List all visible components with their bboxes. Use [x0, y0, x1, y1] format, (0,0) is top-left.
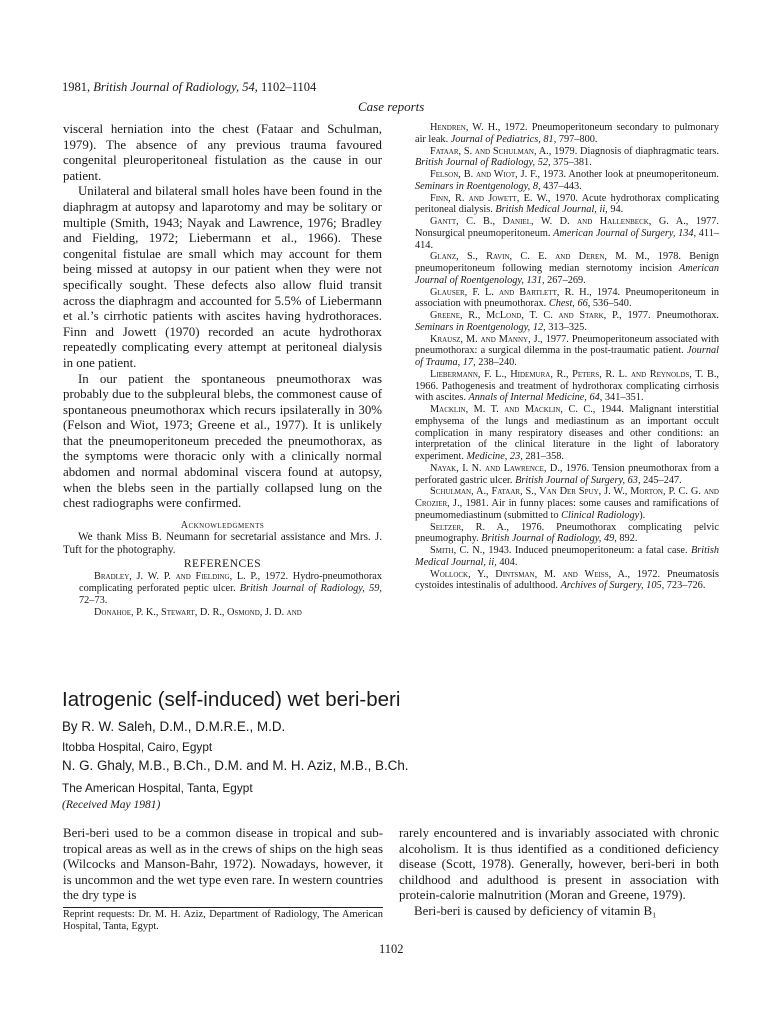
ref-pages: 404.: [496, 556, 518, 568]
ref-authors: Gantt, C. B., Daniel, W. D. and Hallenbeck, G. A.,: [430, 216, 689, 227]
ref-authors: Glanz, S., Ravin, C. E. and Deren, M. M.,: [430, 251, 650, 263]
reference-entry: [399, 251, 719, 286]
reference-entry: [399, 122, 719, 146]
ref-journal: Journal of Pediatrics, 81,: [450, 133, 557, 145]
ref-title: 1979. Diagnosis of diaphragmatic tears.: [551, 145, 720, 157]
reference-entry: [399, 193, 719, 217]
reference-entry: [399, 334, 719, 369]
paragraph: visceral herniation into the chest (Fataar and Schulman, 1979). The absence of any previous trauma favoured congenital pleuroperitoneal fistulation as the cause in our patient.: [63, 122, 382, 183]
ref-title: 1976. Pneumothorax complicating pelvic pneumography.: [415, 521, 719, 545]
ref-journal: Seminars in Roentgenology, 12,: [415, 321, 546, 333]
ref-title: 1966. Pathogenesis and treatment of hydrothorax complicating cirrhosis with ascites.: [415, 380, 719, 404]
reference-entry: [399, 216, 719, 251]
ref-journal: Clinical Radiology: [561, 509, 640, 521]
ref-authors: Hendren, W. H.,: [430, 122, 501, 133]
reference-entry: [63, 571, 382, 606]
ref-title: 1972. Pneumatosis cystoides intestinalis of adulthood.: [415, 568, 719, 592]
ref-journal: British Journal of Surgery, 63,: [515, 474, 641, 486]
ref-authors: Schulman, A., Fataar, S., Van Der Spuy, J. W., Morton, P. C. G. and Crozier, J.,: [415, 486, 719, 509]
ref-title: 1973. Another look at pneumoperitoneum.: [540, 169, 719, 180]
footnote-divider: [63, 907, 383, 908]
ref-title: 1974. Pneumoperitoneum in association with pneumothorax.: [415, 286, 719, 310]
paragraph: Beri-beri used to be a common disease in tropical and sub-tropical areas as well as in the crews of ships on the high seas (Wilcocks and Manson-Bahr, 1972). Nowadays, however, it is uncommon and the wet type even rare. In western countries the dry type is: [63, 826, 383, 903]
reference-entry: [399, 169, 719, 193]
footnote: Reprint requests: Dr. M. H. Aziz, Department of Radiology, The American Hospital, Tanta, Egypt.: [63, 909, 383, 932]
acknowledgments-heading: Acknowledgments: [180, 519, 265, 531]
author-line: N. G. Ghaly, M.B., B.Ch., D.M. and M. H. Aziz, M.B., B.Ch.: [62, 758, 409, 773]
ref-title: 1978. Benign pneumoperitoneum following median sternotomy incision: [415, 251, 719, 274]
ref-title: 1972. Pneumoperitoneum secondary to pulmonary air leak.: [415, 122, 720, 145]
ref-title: 1981. Air in funny places: some causes and ramifications of pneumomediastinum (submitted to: [415, 498, 719, 521]
ref-journal: British Medical Journal, ii,: [495, 204, 608, 216]
ref-authors: Liebermann, F. L., Hidemura, R., Peters, R. L. and Reynolds, T. B.,: [430, 368, 719, 380]
paragraph: In our patient the spontaneous pneumothorax was probably due to the subpleural blebs, the commonest cause of spontaneous pneumothorax which recurs ipsilaterally in 30% (Felson and Wiot, 1973; Greene et al., 1977). It is unlikely that the pneumoperitoneum preceded the pneumothorax, as the symptoms were thoracic only with a clinically normal abdomen and normal abdominal viscera found at autopsy, when the blebs seen in the partially collapsed lung on the chest radiographs were confirmed.: [63, 371, 382, 511]
author-line: By R. W. Saleh, D.M., D.M.R.E., M.D.: [62, 719, 286, 734]
ref-pages: 267–269.: [544, 274, 586, 286]
ref-journal: Chest, 66,: [548, 298, 591, 310]
ref-pages: 892.: [616, 533, 638, 545]
ref-title: 1944. Malignant interstitial emphysema of the lungs and mediastinum as an important occult complication in many respiratory diseases and other conditions: an interpretation of the clinical literature in the light of laboratory experiment.: [415, 404, 719, 462]
paragraph: rarely encountered and is invariably associated with chronic alcoholism. It is thus identified as a conditioned deficiency disease (Scott, 1978). Generally, however, beri-beri in both childhood and adulthood is present in association with protein-calorie malnutrition (Moran and Greene, 1979).: [399, 826, 719, 903]
ref-pages: 72–73.: [79, 594, 108, 606]
paragraph: Unilateral and bilateral small holes have been found in the diaphragm at autopsy and laparotomy and may be solitary or multiple (Smith, 1943; Nayak and Lawrence, 1976; Bradley and Fielding, 1972; Liebermann et al., 1966). These congenital fistulae are small which may account for them being missed at autopsy in our patient when they were not specifically sought. These defects also allow fluid transit across the diaphragm and accounted for 5.5% of Liebermann et al.’s cirrhotic patients with ascites having hydrothoraces. Finn and Jowett (1970) recorded an acute hydrothorax repeatedly complicating every attempt at peritoneal dialysis in one patient.: [63, 184, 382, 370]
article-body-right: [399, 826, 719, 920]
paragraph: Beri-beri is caused by deficiency of vitamin B₁: [414, 903, 657, 918]
ref-title: 1977. Pneumoperitoneum associated with pneumothorax: a surgical dilemma in the post-traumatic patient.: [415, 333, 719, 357]
ref-pages: 536–540.: [590, 298, 632, 310]
ref-authors: Bradley, J. W. P. and Fielding, L. P.,: [94, 571, 261, 583]
page-number: 1102: [379, 942, 404, 956]
ref-title: 1943. Induced pneumoperitoneum: a fatal case.: [484, 545, 691, 556]
reference-entry: [399, 369, 719, 404]
ref-authors: Glauser, F. L. and Bartlett, R. H.,: [430, 286, 592, 298]
affiliation: Itobba Hospital, Cairo, Egypt: [62, 740, 213, 754]
ref-pages: 281–358.: [522, 451, 564, 462]
ref-pages: 375–381.: [550, 157, 592, 169]
reference-entry: [399, 310, 719, 334]
article-title: Iatrogenic (self-induced) wet beri-beri: [62, 688, 401, 711]
ref-pages: 313–325.: [545, 321, 587, 333]
ref-pages: 437–443.: [540, 180, 582, 192]
ref-pages: 245–247.: [640, 474, 682, 486]
ref-title: 1970. Acute hydrothorax complicating peritoneal dialysis.: [415, 192, 719, 216]
received-date: (Received May 1981): [62, 799, 161, 811]
reference-list: [399, 122, 719, 592]
ref-authors: Greene, R., McLond, T. C. and Stark, P.,: [430, 310, 622, 321]
ref-journal: British Journal of Radiology, 52,: [415, 157, 551, 169]
ref-authors: Fataar, S. and Schulman, A.,: [430, 145, 552, 157]
reference-entry: [399, 287, 719, 311]
ref-authors: Krausz, M. and Manny, J.,: [430, 333, 543, 345]
ref-journal: British Journal of Radiology, 49,: [481, 533, 617, 545]
reference-entry: [399, 404, 719, 463]
ref-title: 1977. Pneumothorax.: [621, 310, 719, 321]
ref-pages: 797–800.: [556, 133, 598, 145]
ref-title: 1977. Nonsurgical pneumoperitoneum.: [415, 216, 719, 239]
reference-entry: Donahoe, P. K., Stewart, D. R., Osmond, J. D. and: [94, 606, 302, 618]
ref-title: 1972. Hydro-pneumothorax complicating perforated peptic ulcer.: [79, 571, 382, 595]
ref-pages: 411–414.: [415, 227, 719, 251]
ref-authors: Finn, R. and Jowett, E. W.,: [430, 192, 551, 204]
ref-journal: Seminars in Roentgenology, 8,: [415, 180, 541, 192]
ref-journal: Medicine, 23,: [466, 451, 523, 462]
reference-entry: [399, 486, 719, 521]
ref-pages: 94.: [607, 204, 624, 216]
reference-entry: [399, 569, 719, 593]
ref-authors: Seltzer, R. A.,: [430, 521, 510, 533]
journal-citation-header: [62, 80, 316, 95]
journal-name: British Journal of Radiology: [93, 80, 236, 94]
left-column: [63, 122, 382, 618]
reference-entry: [399, 522, 719, 546]
ref-journal: Archives of Surgery, 105,: [560, 580, 665, 592]
ref-journal: American Journal of Surgery, 134,: [553, 227, 697, 239]
ref-pages: ).: [639, 509, 646, 521]
ref-authors: Nayak, I. N. and Lawrence, D.,: [430, 462, 563, 474]
cite-volume: , 54,: [235, 80, 258, 94]
ref-journal: Journal of Trauma, 17,: [415, 345, 719, 368]
section-label: Case reports: [358, 99, 425, 114]
reference-entry: [399, 463, 719, 487]
references-heading: REFERENCES: [183, 558, 262, 571]
reference-entry: [399, 545, 719, 569]
ref-journal: Annals of Internal Medicine, 64,: [468, 392, 603, 404]
article-body-left: [63, 826, 383, 904]
ref-pages: 723–726.: [664, 580, 706, 592]
ref-authors: Macklin, M. T. and Macklin, C. C.,: [430, 404, 596, 415]
cite-pages: 1102–1104: [257, 80, 317, 94]
ref-journal: American Journal of Roentgenology, 131,: [415, 263, 719, 286]
acknowledgments-text: We thank Miss B. Neumann for secretarial assistance and Mrs. J. Tuft for the photography.: [63, 530, 382, 556]
ref-authors: Smith, C. N.,: [430, 545, 485, 556]
reference-entry: [399, 146, 719, 170]
ref-journal: British Medical Journal, ii,: [415, 545, 719, 568]
ref-pages: 341–351.: [602, 392, 644, 404]
ref-title: 1976. Tension pneumothorax from a perforated gastric ulcer.: [415, 462, 720, 486]
ref-journal: British Journal of Radiology, 59,: [239, 583, 382, 595]
ref-pages: 238–240.: [475, 357, 517, 368]
affiliation: The American Hospital, Tanta, Egypt: [62, 781, 253, 795]
ref-authors: Wollock, Y., Dintsman, M. and Weiss, A.,: [430, 568, 631, 580]
ref-authors: Felson, B. and Wiot, J. F.,: [430, 169, 541, 180]
cite-prefix: 1981,: [62, 80, 94, 94]
